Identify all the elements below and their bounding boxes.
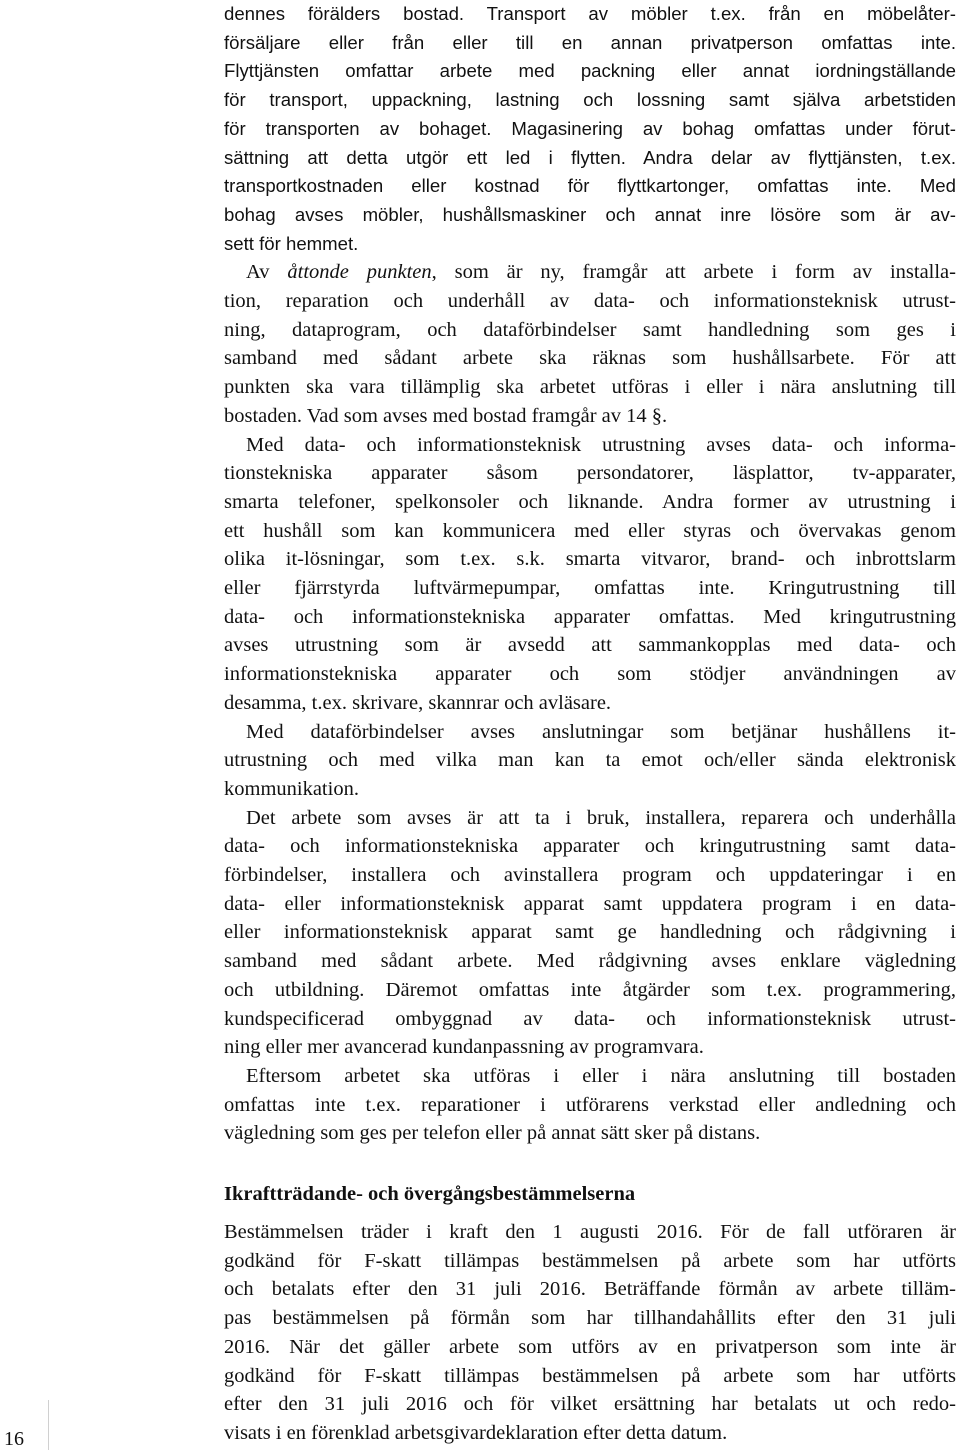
text-line: Flyttjänsten omfattar arbete med packning eller annat iordningställande xyxy=(224,60,956,82)
text-line xyxy=(224,258,956,287)
text-line: Eftersom arbetet ska utföras i eller i nära anslutning till bostaden xyxy=(246,1064,956,1087)
text-line: sättning att detta utgör ett led i flytten. Andra delar av flyttjänsten, t.ex. xyxy=(224,146,956,168)
text-line: försäljare eller från eller till en annan privatperson omfattas inte. xyxy=(224,31,956,53)
text-line: eller informationsteknisk apparat samt ge handledning och rådgivning i xyxy=(224,921,956,944)
page-margin-rule xyxy=(48,1400,49,1450)
text-line: Det arbete som avses är att ta i bruk, installera, reparera och underhålla xyxy=(246,806,956,829)
emphasized-text: åttonde punkten xyxy=(287,261,432,284)
text-line: för transporten av bohaget. Magasinering av bohag omfattas under förut- xyxy=(224,117,956,139)
text-line: bohag avses möbler, hushållsmaskiner och annat inre lösöre som är av- xyxy=(224,203,956,225)
text-line: Bestämmelsen träder i kraft den 1 augusti 2016. För de fall utföraren är xyxy=(224,1221,956,1243)
text-line: transportkostnaden eller kostnad för flyttkartonger, omfattas inte. Med xyxy=(224,175,956,197)
text-line: tionstekniska apparater såsom persondatorer, läsplattor, tv-apparater, xyxy=(224,462,956,485)
text-line: och betalats efter den 31 juli 2016. Beträffande förmån av arbete tilläm- xyxy=(224,1278,956,1301)
text-line: bostaden. Vad som avses med bostad framgår av 14 §. xyxy=(224,404,668,427)
text-line: Med dataförbindelser avses anslutningar som betjänar hushållens it- xyxy=(246,720,956,743)
text-line: informationstekniska apparater och som stödjer användningen av xyxy=(224,663,956,686)
text-line: desamma, t.ex. skrivare, skannrar och avläsare. xyxy=(224,691,612,714)
text-line: för transport, uppackning, lastning och lossning samt själva arbetstiden xyxy=(224,89,956,111)
text-line: kundspecificerad ombyggnad av data- och informationsteknisk utrust- xyxy=(224,1007,956,1030)
text-line: utrustning och med vilka man kan ta emot och/eller sända elektronisk xyxy=(224,749,956,772)
text-line: godkänd för F-skatt tillämpas bestämmelsen på arbete som har utförts xyxy=(224,1249,956,1272)
text-line: data- och informationstekniska apparater och kringutrustning samt data- xyxy=(224,835,956,858)
text-line: ning eller mer avancerad kundanpassning av programvara. xyxy=(224,1036,704,1059)
text-run: , som är ny, framgår att arbete i form av installa- xyxy=(431,261,956,284)
text-line: Med data- och informationsteknisk utrustning avses data- och informa- xyxy=(246,433,956,456)
text-line: visats i en förenklad arbetsgivardeklaration efter detta datum. xyxy=(224,1421,728,1444)
text-line: vägledning som ges per telefon eller på annat sätt sker på distans. xyxy=(224,1122,761,1145)
text-line: avses utrustning som är avsedd att sammankopplas med data- och xyxy=(224,634,956,657)
text-line: efter den 31 juli 2016 och för vilket ersättning har betalats ut och redo- xyxy=(224,1393,956,1416)
text-line: förbindelser, installera och avinstallera program och uppdateringar i en xyxy=(224,864,956,886)
text-line: kommunikation. xyxy=(224,777,359,800)
text-line: samband med sådant arbete. Med rådgivning avses enklare vägledning xyxy=(224,950,956,973)
text-line: godkänd för F-skatt tillämpas bestämmelsen på arbete som har utförts xyxy=(224,1364,956,1387)
text-line: data- och informationstekniska apparater omfattas. Med kringutrustning xyxy=(224,605,956,628)
text-line: omfattas inte t.ex. reparationer i utförarens verkstad eller andledning och xyxy=(224,1093,956,1116)
text-line: punkten ska vara tillämplig ska arbetet utföras i eller i nära anslutning till xyxy=(224,376,956,399)
text-line: dennes förälders bostad. Transport av möbler t.ex. från en möbelåter- xyxy=(224,3,956,24)
text-line: ning, dataprogram, och dataförbindelser samt handledning som ges i xyxy=(224,318,956,341)
text-line: samband med sådant arbete ska räknas som hushållsarbete. För att xyxy=(224,347,956,370)
text-line: sett för hemmet. xyxy=(224,232,359,254)
page-number: 16 xyxy=(4,1428,24,1450)
text-line: och utbildning. Däremot omfattas inte åtgärder som t.ex. programmering, xyxy=(224,978,956,1001)
text-line: olika it-lösningar, som t.ex. s.k. smarta vitvaror, brand- och inbrottslarm xyxy=(224,548,956,571)
text-line: ett hushåll som kan kommunicera med eller styras och övervakas genom xyxy=(224,519,956,542)
text-line: tion, reparation och underhåll av data- och informationsteknisk utrust- xyxy=(224,290,956,312)
text-line: eller fjärrstyrda luftvärmepumpar, omfattas inte. Kringutrustning till xyxy=(224,577,956,599)
text-line: pas bestämmelsen på förmån som har tillhandahållits efter den 31 juli xyxy=(224,1307,956,1330)
text-run: Av xyxy=(246,261,288,284)
text-line: data- eller informationsteknisk apparat samt uppdatera program i en data- xyxy=(224,892,956,915)
text-line: smarta telefoner, spelkonsoler och liknande. Andra former av utrustning i xyxy=(224,490,956,513)
text-line: 2016. När det gäller arbete som utförs av en privatperson som inte är xyxy=(224,1335,956,1358)
section-heading: Ikraftträdande- och övergångsbestämmelserna xyxy=(224,1183,636,1205)
